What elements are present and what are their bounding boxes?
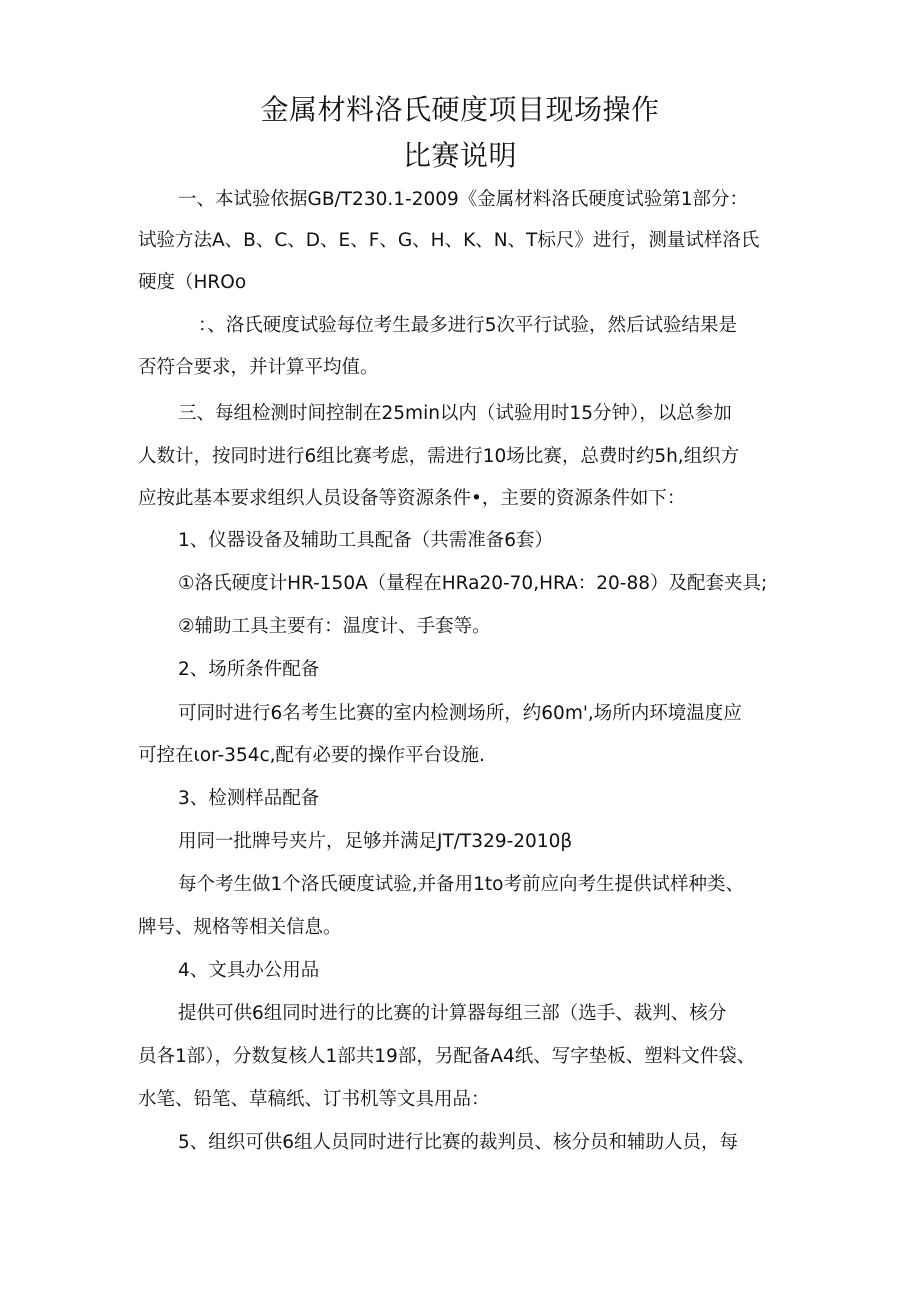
paragraph-line: 人数计，按同时进行6组比赛考虑，需进行10场比赛，总费时约5h,组织方	[138, 446, 740, 467]
paragraph-line: 牌号、规格等相关信息。	[138, 917, 342, 938]
paragraph-line: ①洛氏硬度计HR-150A（量程在HRa20-70,HRA：20-88）及配套夹具;	[178, 573, 768, 594]
document-title: 金属材料洛氏硬度项目现场操作	[260, 93, 660, 126]
paragraph-line: 每个考生做1个洛氏硬度试验,并备用1to考前应向考生提供试样种类、	[178, 874, 744, 895]
section-heading: 3、检测样品配备	[178, 788, 320, 809]
paragraph-line: 硬度（HROo	[138, 272, 247, 293]
paragraph-line: 可控在ιor-354c,配有必要的操作平台设施.	[138, 745, 485, 766]
section-heading: 4、文具办公用品	[178, 960, 320, 981]
paragraph-line: 用同一批牌号夹片，足够并满足JT/T329-2010β	[178, 831, 573, 852]
paragraph-line: 员各1部），分数复核人1部共19部，另配备A4纸、写字垫板、塑料文件袋、	[138, 1046, 756, 1067]
paragraph-line: 一、本试验依据GB/T230.1-2009《金属材料洛氏硬度试验第1部分：	[178, 189, 749, 210]
paragraph-line: ：、洛氏硬度试验每位考生最多进行5次平行试验，然后试验结果是	[198, 315, 738, 336]
paragraph-line: 可同时进行6名考生比赛的室内检测场所，约60m',场所内环境温度应	[178, 703, 742, 724]
paragraph-line: 水笔、铅笔、草稿纸、订书机等文具用品：	[138, 1089, 490, 1110]
paragraph-line: 提供可供6组同时进行的比赛的计算器每组三部（选手、裁判、核分	[178, 1003, 727, 1024]
paragraph-line: 三、每组检测时间控制在25min以内（试验用时15分钟），以总参加	[178, 403, 732, 424]
section-heading: 1、仪器设备及辅助工具配备（共需准备6套）	[178, 530, 554, 551]
paragraph-line: ②辅助工具主要有：温度计、手套等。	[178, 616, 491, 637]
document-subtitle: 比赛说明	[402, 139, 517, 172]
paragraph-line: 试验方法A、B、C、D、E、F、G、H、K、N、T标尺》进行，测量试样洛氏	[138, 230, 760, 251]
section-heading: 5、组织可供6组人员同时进行比赛的裁判员、核分员和辅助人员，每	[178, 1132, 739, 1153]
paragraph-line: 应按此基本要求组织人员设备等资源条件•，主要的资源条件如下：	[138, 488, 686, 509]
section-heading: 2、场所条件配备	[178, 659, 320, 680]
paragraph-line: 否符合要求，并计算平均值。	[138, 357, 379, 378]
